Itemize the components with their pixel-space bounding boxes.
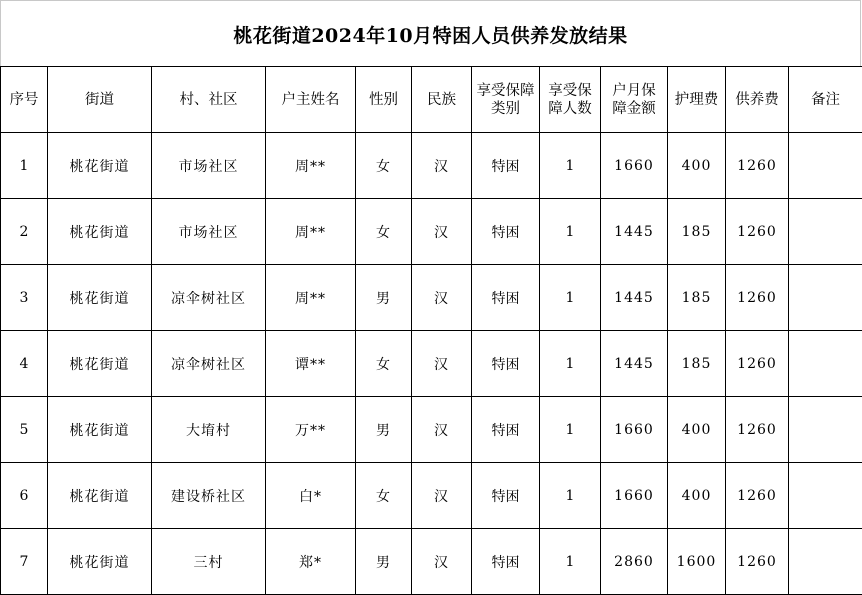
cell-amount[interactable]: 1445 <box>601 331 668 397</box>
cell-seq[interactable]: 4 <box>1 331 48 397</box>
header-head-name[interactable]: 户主姓名 <box>266 67 356 133</box>
cell-ethnicity[interactable]: 汉 <box>412 199 472 265</box>
header-care-fee[interactable]: 护理费 <box>668 67 726 133</box>
header-seq[interactable]: 序号 <box>1 67 48 133</box>
cell-category[interactable]: 特困 <box>472 463 540 529</box>
cell-head-name[interactable]: 白* <box>266 463 356 529</box>
cell-care-fee[interactable]: 400 <box>668 463 726 529</box>
cell-persons[interactable]: 1 <box>540 133 601 199</box>
cell-ethnicity[interactable]: 汉 <box>412 529 472 595</box>
cell-remarks[interactable] <box>789 463 862 529</box>
cell-head-name[interactable]: 周** <box>266 199 356 265</box>
cell-support-fee[interactable]: 1260 <box>726 331 789 397</box>
cell-seq[interactable]: 1 <box>1 133 48 199</box>
header-amount[interactable]: 户月保 障金额 <box>601 67 668 133</box>
cell-seq[interactable]: 5 <box>1 397 48 463</box>
cell-community[interactable]: 市场社区 <box>152 199 266 265</box>
cell-community[interactable]: 凉伞树社区 <box>152 265 266 331</box>
cell-gender[interactable]: 女 <box>356 463 412 529</box>
cell-support-fee[interactable]: 1260 <box>726 199 789 265</box>
table-row <box>1 133 862 199</box>
cell-gender[interactable]: 女 <box>356 133 412 199</box>
cell-category[interactable]: 特困 <box>472 397 540 463</box>
cell-head-name[interactable]: 谭** <box>266 331 356 397</box>
cell-amount[interactable]: 2860 <box>601 529 668 595</box>
header-street[interactable]: 街道 <box>48 67 152 133</box>
cell-category[interactable]: 特困 <box>472 133 540 199</box>
cell-head-name[interactable]: 郑* <box>266 529 356 595</box>
cell-remarks[interactable] <box>789 133 862 199</box>
cell-support-fee[interactable]: 1260 <box>726 463 789 529</box>
header-category[interactable]: 享受保障 类别 <box>472 67 540 133</box>
table-row <box>1 199 862 265</box>
cell-ethnicity[interactable]: 汉 <box>412 463 472 529</box>
cell-ethnicity[interactable]: 汉 <box>412 133 472 199</box>
cell-ethnicity[interactable]: 汉 <box>412 265 472 331</box>
cell-amount[interactable]: 1660 <box>601 133 668 199</box>
table-row <box>1 463 862 529</box>
cell-community[interactable]: 建设桥社区 <box>152 463 266 529</box>
cell-street[interactable]: 桃花街道 <box>48 199 152 265</box>
results-table <box>0 66 862 595</box>
cell-amount[interactable]: 1660 <box>601 463 668 529</box>
cell-persons[interactable]: 1 <box>540 331 601 397</box>
cell-care-fee[interactable]: 185 <box>668 265 726 331</box>
cell-persons[interactable]: 1 <box>540 199 601 265</box>
cell-care-fee[interactable]: 1600 <box>668 529 726 595</box>
title-cell[interactable] <box>0 0 861 66</box>
cell-community[interactable]: 市场社区 <box>152 133 266 199</box>
cell-remarks[interactable] <box>789 199 862 265</box>
cell-gender[interactable]: 男 <box>356 397 412 463</box>
page-title: 桃花街道2024年10月特困人员供养发放结果 <box>233 25 628 47</box>
table-row <box>1 529 862 595</box>
cell-community[interactable]: 凉伞树社区 <box>152 331 266 397</box>
cell-gender[interactable]: 女 <box>356 199 412 265</box>
cell-street[interactable]: 桃花街道 <box>48 397 152 463</box>
header-support-fee[interactable]: 供养费 <box>726 67 789 133</box>
cell-head-name[interactable]: 周** <box>266 133 356 199</box>
cell-remarks[interactable] <box>789 265 862 331</box>
cell-street[interactable]: 桃花街道 <box>48 331 152 397</box>
cell-head-name[interactable]: 周** <box>266 265 356 331</box>
cell-persons[interactable]: 1 <box>540 397 601 463</box>
cell-street[interactable]: 桃花街道 <box>48 463 152 529</box>
cell-amount[interactable]: 1445 <box>601 265 668 331</box>
cell-remarks[interactable] <box>789 331 862 397</box>
cell-support-fee[interactable]: 1260 <box>726 133 789 199</box>
cell-support-fee[interactable]: 1260 <box>726 265 789 331</box>
cell-category[interactable]: 特困 <box>472 331 540 397</box>
cell-seq[interactable]: 7 <box>1 529 48 595</box>
cell-amount[interactable]: 1660 <box>601 397 668 463</box>
cell-persons[interactable]: 1 <box>540 529 601 595</box>
header-persons[interactable]: 享受保 障人数 <box>540 67 601 133</box>
cell-persons[interactable]: 1 <box>540 463 601 529</box>
cell-community[interactable]: 三村 <box>152 529 266 595</box>
cell-street[interactable]: 桃花街道 <box>48 529 152 595</box>
cell-category[interactable]: 特困 <box>472 265 540 331</box>
cell-seq[interactable]: 3 <box>1 265 48 331</box>
cell-support-fee[interactable]: 1260 <box>726 397 789 463</box>
header-community[interactable]: 村、社区 <box>152 67 266 133</box>
cell-street[interactable]: 桃花街道 <box>48 265 152 331</box>
cell-gender[interactable]: 男 <box>356 529 412 595</box>
cell-ethnicity[interactable]: 汉 <box>412 397 472 463</box>
table-row <box>1 397 862 463</box>
cell-care-fee[interactable]: 400 <box>668 133 726 199</box>
table-row <box>1 331 862 397</box>
cell-ethnicity[interactable]: 汉 <box>412 331 472 397</box>
header-ethnicity[interactable]: 民族 <box>412 67 472 133</box>
cell-care-fee[interactable]: 400 <box>668 397 726 463</box>
cell-care-fee[interactable]: 185 <box>668 331 726 397</box>
cell-category[interactable]: 特困 <box>472 199 540 265</box>
cell-street[interactable]: 桃花街道 <box>48 133 152 199</box>
cell-care-fee[interactable]: 185 <box>668 199 726 265</box>
cell-head-name[interactable]: 万** <box>266 397 356 463</box>
cell-remarks[interactable] <box>789 397 862 463</box>
cell-seq[interactable]: 2 <box>1 199 48 265</box>
cell-gender[interactable]: 女 <box>356 331 412 397</box>
cell-community[interactable]: 大堉村 <box>152 397 266 463</box>
cell-gender[interactable]: 男 <box>356 265 412 331</box>
cell-persons[interactable]: 1 <box>540 265 601 331</box>
cell-category[interactable]: 特困 <box>472 529 540 595</box>
table-row <box>1 265 862 331</box>
header-gender[interactable]: 性别 <box>356 67 412 133</box>
header-remarks[interactable]: 备注 <box>789 67 862 133</box>
cell-support-fee[interactable]: 1260 <box>726 529 789 595</box>
header-row <box>1 67 862 133</box>
cell-amount[interactable]: 1445 <box>601 199 668 265</box>
cell-remarks[interactable] <box>789 529 862 595</box>
cell-seq[interactable]: 6 <box>1 463 48 529</box>
